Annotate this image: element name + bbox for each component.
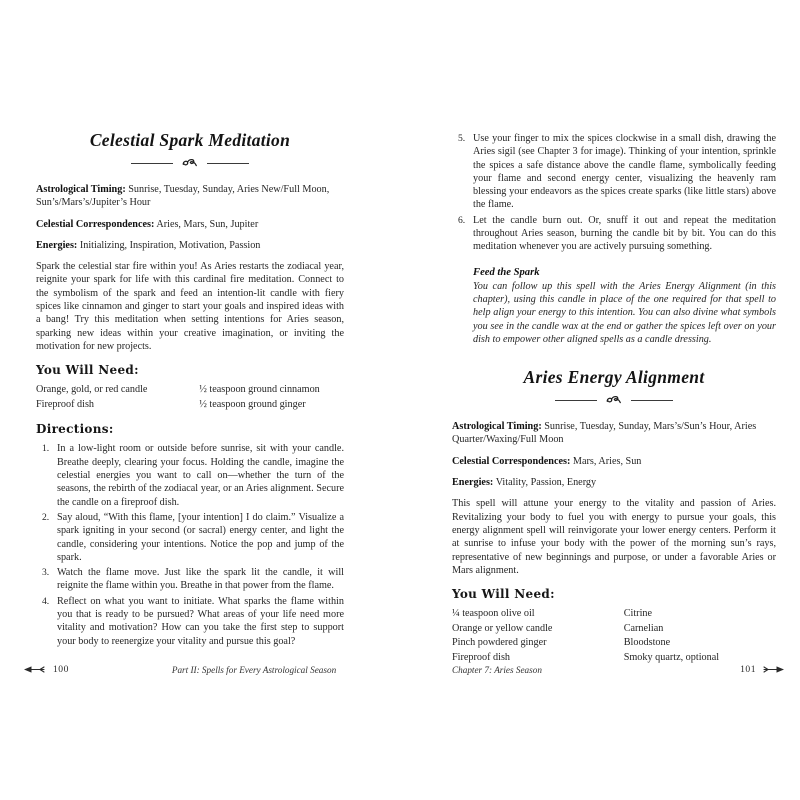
meta-label: Astrological Timing: [452, 421, 542, 433]
you-will-need-heading: You Will Need: [36, 363, 139, 378]
note-text: You can follow up this spell with the Aries Energy Alignment (in this chapter), using this candle in place of the one required for that spell to help align your energy to this intention. You can also divine what symbols you see in the candle wax at the end or gather the spices left over on your dish to empower other aligned spells as a candle dressing. [473, 280, 776, 345]
right-footer [452, 664, 784, 675]
meta-value: Mars, Aries, Sun [572, 455, 642, 467]
meta-label: Celestial Correspondences: [36, 218, 155, 230]
step-text: Use your finger to mix the spices clockwise in a small dish, drawing the Aries sigil (see Chapter 3 for image). Thinking of your intention, sprinkle the spices a safe distance above the candle flame, symbolically feeding your flame and second energy center, visualizing the heavenly ram blessing your endeavors as the spices create sparks (like little stars) above the flame. [473, 133, 776, 211]
second-spell-title-block [452, 367, 776, 405]
direction-step [452, 214, 776, 254]
directions-heading: Directions: [36, 422, 114, 437]
step-number: 2. [42, 511, 50, 523]
feed-the-spark-note [473, 267, 776, 346]
directions-list [36, 442, 344, 647]
supply-item: Fireproof dish [452, 651, 511, 663]
supplies-list [36, 383, 344, 412]
meta-label: Celestial Correspondences: [452, 455, 571, 467]
directions-list-continued [452, 132, 776, 254]
meta-label: Astrological Timing: [36, 184, 126, 195]
meta-value: Initializing, Inspiration, Motivation, Passion [79, 239, 261, 251]
supply-item: Fireproof dish [36, 398, 95, 410]
meta-value: Sunrise, Tuesday, Sunday, Mars’s/Sun’s Hour, Aries Quarter/Waxing/Full Moon [452, 421, 757, 446]
direction-step [36, 595, 344, 648]
step-text: Watch the flame move. Just like the spark lit the candle, it will reignite the flame within you. Breathe in that power from the flame. [57, 567, 344, 592]
supply-item: Orange, gold, or red candle [36, 384, 148, 396]
supply-item: ½ teaspoon ground cinnamon [199, 384, 320, 396]
you-will-need-heading: You Will Need: [452, 587, 555, 602]
left-page [36, 130, 344, 650]
page-title: Aries Energy Alignment [523, 367, 705, 388]
arrow-right-icon [763, 665, 784, 674]
supplies-column-1 [452, 607, 624, 665]
meta-value: Sunrise, Tuesday, Sunday, Aries New/Full Moon, Sun’s/Mars’s/Jupiter’s Hour [36, 184, 330, 209]
supplies-column-2 [199, 383, 344, 412]
page-number-group [740, 664, 784, 675]
supply-item: Smoky quartz, optional [623, 651, 720, 663]
supply-item: Citrine [623, 608, 653, 620]
divider-rule [631, 400, 673, 401]
supply-item: Carnelian [623, 622, 664, 634]
running-title-right: Chapter 7: Aries Season [452, 664, 542, 675]
running-title-left: Part II: Spells for Every Astrological Season [171, 665, 337, 675]
intro-paragraph: Spark the celestial star fire within you! As Aries restarts the zodiacal year, reignite your spark for life with this cardinal fire meditation. Connect to the symbolism of the spark and feed an intention-lit candle with fiery spices like cinnamon and ginger to start your goals and inspired ideas with a bang! Try this meditation when setting intentions for Aries season, sparking new ideas within your creative imagination, or inviting the motivation for new projects. [36, 261, 344, 352]
supply-item: Bloodstone [623, 637, 671, 649]
meta-section [36, 183, 344, 252]
divider-rule [207, 163, 249, 164]
step-text: Say aloud, “With this flame, [your intention] I do claim.” Visualize a spark igniting in your second (or sacral) energy center, and light the candle, considering your intentions. Notice the pop and jump of the spark. [57, 511, 344, 563]
page-number: 100 [53, 664, 69, 675]
page-number: 101 [740, 664, 756, 675]
supplies-column-2 [624, 607, 776, 665]
page-title: Celestial Spark Meditation [89, 130, 291, 150]
divider-rule [555, 400, 597, 401]
direction-step [452, 132, 776, 212]
intro-paragraph: This spell will attune your energy to the vitality and passion of Aries. Revitalizing your body to fuel you with energy to pursue your goals, this energy alignment spell will reinvigorate your lower energy centers. Perform it at sunrise to infuse your body with the power of the morning sun’s rays, representative of new beginnings and purpose, or under a favorable Aries or Mars alignment. [452, 498, 776, 576]
meta-line [36, 218, 344, 231]
step-text: In a low-light room or outside before sunrise, sit with your candle. Breathe deeply, clearing your focus. Holding the candle, imagine the celestial energies you want to call on—whether the turn of the seasons, the rebirth of the zodiacal year, or an Aries alignment. Secure the candle on a fireproof dish. [57, 443, 344, 508]
step-number: 5. [458, 133, 466, 144]
supply-item: Pinch powdered ginger [452, 637, 547, 649]
meta-line [36, 183, 344, 210]
meta-label: Energies: [36, 239, 78, 251]
right-page [452, 130, 776, 676]
supplies-list [452, 607, 776, 665]
direction-step [36, 511, 344, 564]
meta-label: Energies: [452, 477, 494, 489]
meta-line [452, 420, 776, 447]
note-heading: Feed the Spark [473, 266, 540, 278]
supplies-column-1 [36, 383, 199, 412]
arrow-left-icon [24, 665, 45, 674]
step-number: 6. [458, 214, 466, 226]
meta-value: Vitality, Passion, Energy [495, 477, 597, 489]
meta-value: Aries, Mars, Sun, Jupiter [156, 218, 259, 230]
step-text: Reflect on what you want to initiate. What sparks the flame within you that is ready to be pursued? What areas of your life need more vitality and motivation? How can you take the first step to support your body to reenergize your vitality and pursue this goal? [57, 595, 344, 647]
heading-divider [36, 158, 344, 168]
meta-line [452, 455, 776, 468]
step-text: Let the candle burn out. Or, snuff it out and repeat the meditation throughout Aries season, burning the candle bit by bit. You can do this meditation whenever you are actively pursuing something. [473, 214, 776, 253]
left-footer [24, 664, 69, 675]
meta-line [452, 476, 776, 489]
divider-rule [131, 163, 173, 164]
meta-section [452, 420, 776, 489]
step-number: 4. [42, 595, 50, 607]
fleuron-icon [606, 395, 622, 405]
supply-item: ½ teaspoon ground ginger [199, 398, 306, 410]
supply-item: ¼ teaspoon olive oil [452, 608, 535, 620]
direction-step [36, 442, 344, 508]
supply-item: Orange or yellow candle [452, 622, 553, 634]
fleuron-icon [182, 158, 198, 168]
heading-divider [452, 395, 776, 405]
meta-line [36, 239, 344, 252]
direction-step [36, 566, 344, 593]
step-number: 1. [42, 443, 50, 455]
step-number: 3. [42, 567, 50, 579]
